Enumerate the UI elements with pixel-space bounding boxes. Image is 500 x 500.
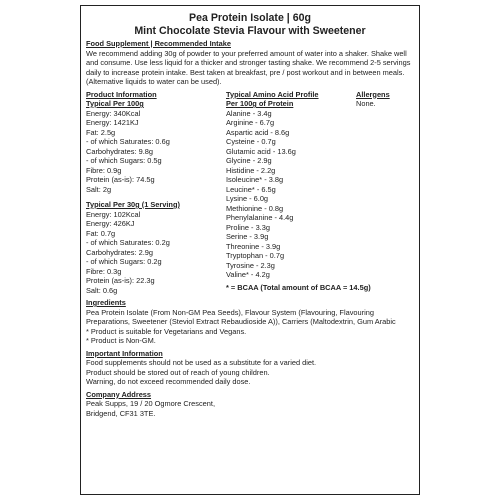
amino-row: Arginine - 6.7g	[226, 118, 275, 127]
info-columns	[86, 90, 414, 296]
allergens-value: None.	[356, 99, 376, 108]
intake-text: We recommend adding 30g of powder to your preferred amount of water into a shaker. Shake well and consume. Use less liquid for a thicker and stronger tasting shake. We recommend 2-5 servings daily to increase protein intake. Best taken at breakfast, pre / post workout and in between meals. (Alternative liquids to water can be used).	[86, 48, 411, 86]
per30-row: Carbohydrates: 2.9g	[86, 247, 153, 257]
intake-heading: Food Supplement | Recommended Intake	[86, 39, 231, 48]
amino-row: Methionine - 0.8g	[226, 203, 284, 213]
company-heading: Company Address	[86, 389, 152, 399]
amino-row: Glycine - 2.9g	[226, 156, 272, 165]
per100-row: Energy: 1421KJ	[86, 118, 139, 127]
per100-heading: Typical Per 100g	[86, 99, 144, 108]
per30-heading: Typical Per 30g (1 Serving)	[86, 200, 180, 209]
per100-row: Fibre: 0.9g	[86, 165, 122, 175]
important-section	[86, 349, 414, 387]
per100-row: Energy: 340Kcal	[86, 108, 141, 118]
per100-row: - of which Saturates: 0.6g	[86, 137, 170, 146]
amino-row: Alanine - 3.4g	[226, 108, 272, 118]
amino-row: Lysine - 6.0g	[226, 194, 269, 203]
title-product: Pea Protein Isolate | 60g	[189, 12, 311, 24]
label-title	[86, 12, 414, 37]
amino-row: Isoleucine* - 3.8g	[226, 175, 284, 184]
per30-row: Fibre: 0.3g	[86, 266, 122, 276]
per100-row: Fat: 2.5g	[86, 127, 116, 137]
amino-row: Proline - 3.3g	[226, 222, 270, 232]
amino-row: Serine - 3.9g	[226, 232, 269, 241]
per100-row: - of which Sugars: 0.5g	[86, 156, 162, 165]
amino-subheading: Per 100g of Protein	[226, 99, 294, 108]
important-line: Product should be stored out of reach of young children.	[86, 367, 270, 377]
per30-row: Energy: 102Kcal	[86, 209, 141, 219]
amino-row: Valine* - 4.2g	[226, 270, 270, 279]
per30-row: Fat: 0.7g	[86, 228, 116, 238]
company-address-line: Peak Supps, 19 / 20 Ogmore Crescent,	[86, 399, 215, 408]
title-flavour: Mint Chocolate Stevia Flavour with Sweetener	[134, 24, 366, 37]
allergens-heading: Allergens	[356, 89, 390, 99]
per30-row: - of which Sugars: 0.2g	[86, 257, 162, 266]
per100-row: Carbohydrates: 9.8g	[86, 146, 153, 156]
amino-row: Histidine - 2.2g	[226, 165, 276, 175]
amino-row: Phenylalanine - 4.4g	[226, 213, 294, 222]
ingredients-text: Pea Protein Isolate (From Non-GM Pea Seeds), Flavour System (Flavouring, Flavouring Preparations, Sweetener (Steviol Extract Rebaudioside A)), Carriers (Maltodextrin, Gum Arabic	[86, 307, 396, 326]
amino-row: Glutamic acid - 13.6g	[226, 146, 296, 156]
product-info-heading: Product Information	[86, 89, 157, 99]
bcaa-note: * = BCAA (Total amount of BCAA = 14.5g)	[226, 282, 371, 292]
amino-row: Cysteine - 0.7g	[226, 137, 276, 146]
company-section	[86, 390, 414, 419]
per30-row: Protein (as-is): 22.3g	[86, 276, 155, 285]
amino-row: Tyrosine - 2.3g	[226, 260, 275, 270]
amino-row: Threonine - 3.9g	[226, 241, 281, 251]
per30-row: Salt: 0.6g	[86, 285, 118, 295]
per100-row: Salt: 2g	[86, 184, 112, 194]
company-address-line: Bridgend, CF31 3TE.	[86, 408, 156, 418]
ingredients-heading: Ingredients	[86, 298, 126, 307]
important-line: Food supplements should not be used as a substitute for a varied diet.	[86, 358, 317, 367]
product-info-column	[86, 90, 226, 296]
allergens-column	[356, 90, 414, 296]
important-heading: Important Information	[86, 348, 163, 358]
per30-row: - of which Saturates: 0.2g	[86, 238, 170, 247]
amino-row: Aspartic acid - 8.6g	[226, 127, 290, 137]
amino-row: Leucine* - 6.5g	[226, 184, 276, 194]
important-line: Warning, do not exceed recommended daily dose.	[86, 377, 251, 386]
amino-row: Tryptophan - 0.7g	[226, 251, 285, 260]
amino-heading: Typical Amino Acid Profile	[226, 89, 319, 99]
per30-row: Energy: 426KJ	[86, 219, 135, 228]
per100-row: Protein (as-is): 74.5g	[86, 175, 155, 184]
ingredients-section	[86, 298, 414, 346]
nutrition-label	[80, 5, 420, 495]
non-gm-note: * Product is Non-GM.	[86, 336, 156, 345]
vegan-note: * Product is suitable for Vegetarians and Vegans.	[86, 326, 247, 336]
